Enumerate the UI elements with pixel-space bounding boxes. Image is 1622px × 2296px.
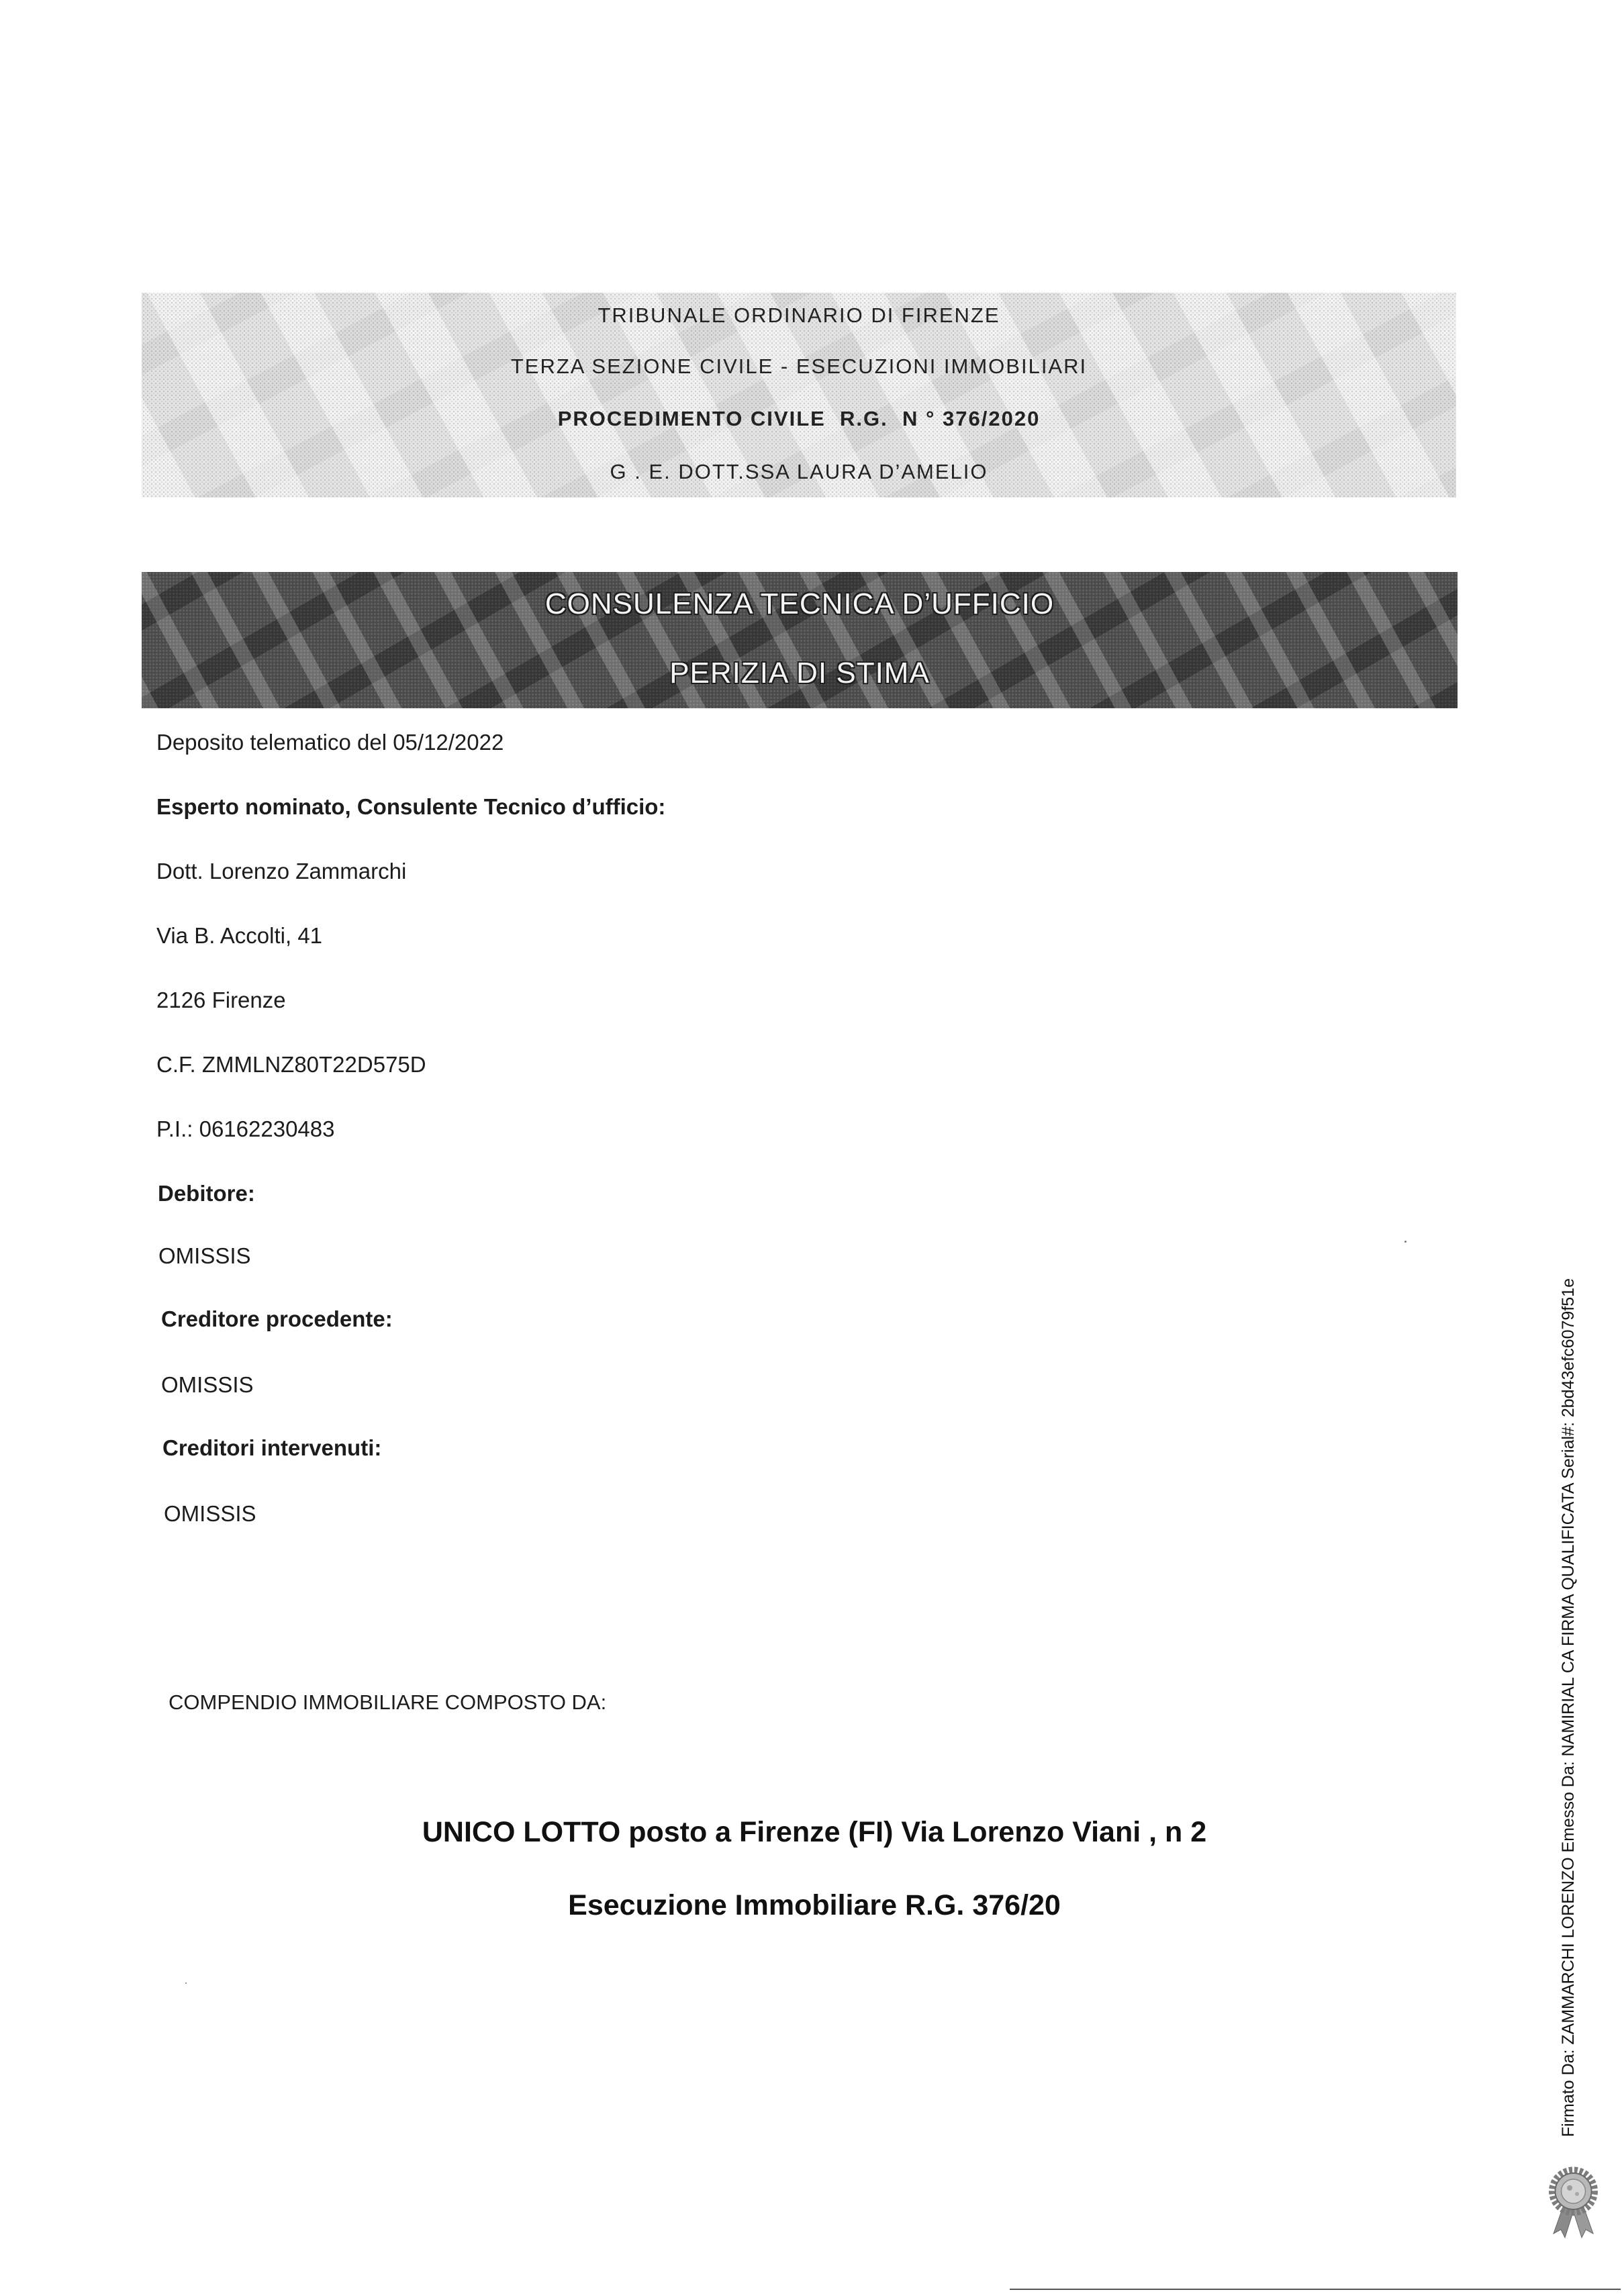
expert-tax-code: C.F. ZMMLNZ80T22D575D: [156, 1052, 426, 1077]
judge-name: G . E. DOTT.SSA LAURA D’AMELIO: [610, 460, 988, 483]
execution-reference: Esecuzione Immobiliare R.G. 376/20: [568, 1889, 1061, 1921]
court-section: TERZA SEZIONE CIVILE - ESECUZIONI IMMOBILIARI: [510, 354, 1088, 378]
debtor-value: OMISSIS: [158, 1243, 251, 1268]
expert-address: Via B. Accolti, 41: [156, 923, 323, 948]
expert-label: Esperto nominato, Consulente Tecnico d’ufficio:: [156, 794, 666, 819]
compendio-heading: COMPENDIO IMMOBILIARE COMPOSTO DA:: [169, 1690, 607, 1714]
digital-signature-text: Firmato Da: ZAMMARCHI LORENZO Emesso Da: NAMIRIAL CA FIRMA QUALIFICATA Serial#: 2bd43efc6079f51e: [1559, 1278, 1578, 2137]
proceeding-number: PROCEDIMENTO CIVILE R.G. N ° 376/2020: [557, 407, 1041, 430]
lot-description: UNICO LOTTO posto a Firenze (FI) Via Lorenzo Viani , n 2: [422, 1816, 1207, 1848]
intervening-creditors-label: Creditori intervenuti:: [162, 1435, 382, 1460]
court-header-band: [142, 293, 1456, 497]
proceeding-creditor-value: OMISSIS: [161, 1372, 254, 1397]
intervening-creditors-value: OMISSIS: [164, 1501, 256, 1526]
banner-subtitle: PERIZIA DI STIMA: [669, 657, 930, 689]
debtor-label: Debitore:: [158, 1181, 255, 1206]
bottom-rule: [1010, 2289, 1621, 2290]
scan-speck: [1404, 1241, 1406, 1243]
deposit-date: Deposito telematico del 05/12/2022: [156, 730, 504, 755]
expert-name: Dott. Lorenzo Zammarchi: [156, 859, 407, 883]
expert-vat-number: P.I.: 06162230483: [156, 1116, 335, 1141]
banner-title: CONSULENZA TECNICA D’UFFICIO: [544, 587, 1055, 620]
expert-city: 2126 Firenze: [156, 988, 286, 1012]
rosette-seal-icon: [1544, 2166, 1603, 2239]
scan-speck: [185, 1982, 187, 1984]
proceeding-creditor-label: Creditore procedente:: [161, 1306, 393, 1331]
court-name: TRIBUNALE ORDINARIO DI FIRENZE: [598, 303, 1000, 327]
title-banner: [142, 572, 1458, 708]
